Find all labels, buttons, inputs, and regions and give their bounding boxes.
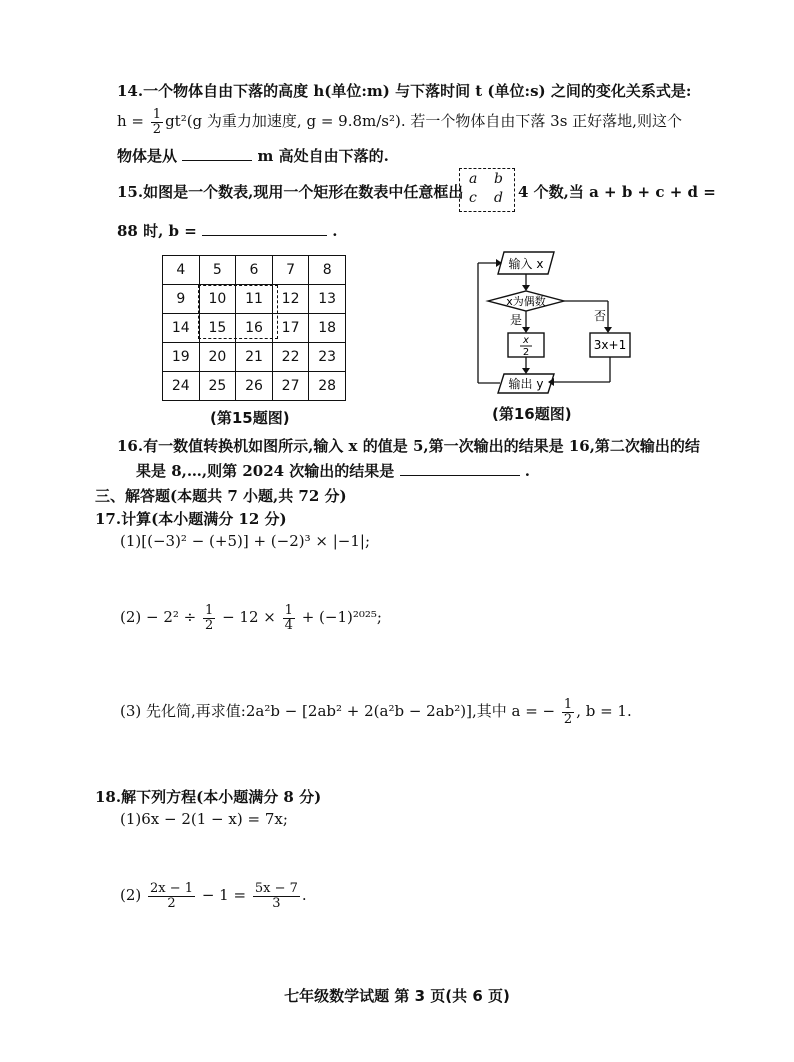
table-cell: 4	[163, 256, 200, 285]
table-cell: 20	[199, 343, 236, 372]
table-cell: 13	[309, 285, 346, 314]
q14-line3	[117, 145, 389, 166]
q17-p2-post: + (−1)²⁰²⁵;	[301, 608, 382, 626]
q18-p2-fraction-2: $\frac{5x - 7}{3}$	[254, 880, 298, 911]
q14-text-3: 物体是从	[117, 147, 178, 165]
table-row	[163, 343, 346, 372]
table-cell: 14	[163, 314, 200, 343]
q16-caption: (第16题图)	[492, 405, 572, 423]
table-cell: 18	[309, 314, 346, 343]
q17-title: 17.计算(本小题满分 12 分)	[95, 510, 287, 528]
q17-p3-post: , b = 1.	[576, 702, 632, 720]
q15-box-d: d	[494, 190, 503, 206]
q18-part1: (1)6x − 2(1 − x) = 7x;	[120, 810, 288, 828]
q17-p3-pre: (3) 先化简,再求值:2a²b − [2ab² + 2(a²b − 2ab²)],其中 a = −	[120, 702, 556, 720]
q18-p2-post: .	[301, 886, 307, 904]
q15-number: 15.	[117, 183, 144, 201]
table-cell: 9	[163, 285, 200, 314]
q16-text-2: 果是 8,…,则第 2024 次输出的结果是	[136, 462, 395, 480]
q14-formula-rhs: gt²(g 为重力加速度, g = 9.8m/s²). 若一个物体自由下落 3s 正好落地,则这个	[165, 112, 682, 130]
flow-yes-label: 是	[510, 313, 523, 327]
table-cell: 8	[309, 256, 346, 285]
q16-flowchart	[470, 248, 627, 398]
q15-abcd-box	[459, 168, 515, 212]
q15-line1	[117, 181, 463, 202]
q14-half-fraction: $\frac{1}{2}$	[152, 106, 162, 137]
flow-no-label: 否	[594, 309, 607, 323]
q15-box-a: a	[469, 171, 478, 187]
flow-triple-label: 3x+1	[593, 338, 627, 352]
q14-answer-blank[interactable]	[182, 146, 252, 161]
q14-line2	[117, 106, 682, 137]
q16-answer-blank[interactable]	[400, 461, 520, 476]
table-cell: 10	[199, 285, 236, 314]
table-cell: 12	[272, 285, 309, 314]
q18-title: 18.解下列方程(本小题满分 8 分)	[95, 788, 322, 806]
flow-decision-label: x为偶数	[506, 295, 546, 308]
table-cell: 17	[272, 314, 309, 343]
q18-p2-mid: − 1 =	[201, 886, 247, 904]
q18-p2-fraction-1: $\frac{2x - 1}{2}$	[150, 880, 194, 911]
q17-p2-pre: (2) − 2² ÷	[120, 608, 197, 626]
flow-output-label: 输出 y	[508, 377, 544, 391]
table-cell: 6	[236, 256, 273, 285]
q17-p2-mid: − 12 ×	[222, 608, 276, 626]
table-cell: 26	[236, 372, 273, 401]
q15-caption: (第15题图)	[210, 409, 290, 427]
q16-number: 16.	[117, 437, 144, 455]
q17-part1: (1)[(−3)² − (+5)] + (−2)³ × |−1|;	[120, 532, 371, 550]
q15-line2	[117, 220, 338, 241]
q16-line2	[136, 460, 530, 481]
flow-half-num: x	[523, 335, 529, 346]
flow-input-label: 输入 x	[508, 257, 544, 271]
table-row	[163, 314, 346, 343]
q16-line1	[117, 435, 700, 456]
table-cell: 7	[272, 256, 309, 285]
table-cell: 27	[272, 372, 309, 401]
page-footer: 七年级数学试题 第 3 页(共 6 页)	[284, 987, 510, 1005]
table-cell: 22	[272, 343, 309, 372]
table-cell: 21	[236, 343, 273, 372]
section-heading: 三、解答题(本题共 7 小题,共 72 分)	[95, 487, 347, 505]
table-row	[163, 285, 346, 314]
q14-formula-lhs: h =	[117, 112, 144, 130]
q16-text-2b: .	[524, 462, 531, 480]
q15-text-1b: 4 个数,当 a + b + c + d =	[518, 183, 716, 201]
flow-half-den: 2	[522, 347, 530, 358]
table-row	[163, 372, 346, 401]
table-cell: 19	[163, 343, 200, 372]
q15-text-2: 88 时, b =	[117, 222, 197, 240]
q15-text-2b: .	[332, 222, 338, 240]
q14-text-1: 一个物体自由下落的高度 h(单位:m) 与下落时间 t (单位:s) 之间的变化关系式是:	[143, 82, 692, 100]
table-row	[163, 256, 346, 285]
q14-text-3b: m 高处自由下落的.	[257, 147, 389, 165]
table-cell: 16	[236, 314, 273, 343]
table-cell: 23	[309, 343, 346, 372]
q15-number-table	[162, 255, 346, 401]
q15-box-b: b	[494, 171, 503, 187]
table-cell: 24	[163, 372, 200, 401]
q18-p2-pre: (2)	[120, 886, 142, 904]
q15-box-c: c	[469, 190, 477, 206]
table-cell: 28	[309, 372, 346, 401]
table-cell: 5	[199, 256, 236, 285]
q15-answer-blank[interactable]	[202, 221, 327, 236]
q16-text-1: 有一数值转换机如图所示,输入 x 的值是 5,第一次输出的结果是 16,第二次输出的结	[143, 437, 700, 455]
table-cell: 25	[199, 372, 236, 401]
q17-part2	[120, 602, 382, 633]
q17-p2-fraction-1: $\frac{1}{2}$	[205, 602, 214, 633]
q14-line1	[117, 80, 691, 101]
q15-text-1: 如图是一个数表,现用一个矩形在数表中任意框出	[143, 183, 464, 201]
table-cell: 15	[199, 314, 236, 343]
q18-part2	[120, 880, 307, 911]
q17-p3-fraction: $\frac{1}{2}$	[563, 696, 573, 727]
q17-p2-fraction-2: $\frac{1}{4}$	[284, 602, 293, 633]
q14-number: 14.	[117, 82, 144, 100]
table-cell: 11	[236, 285, 273, 314]
q17-part3	[120, 696, 632, 727]
